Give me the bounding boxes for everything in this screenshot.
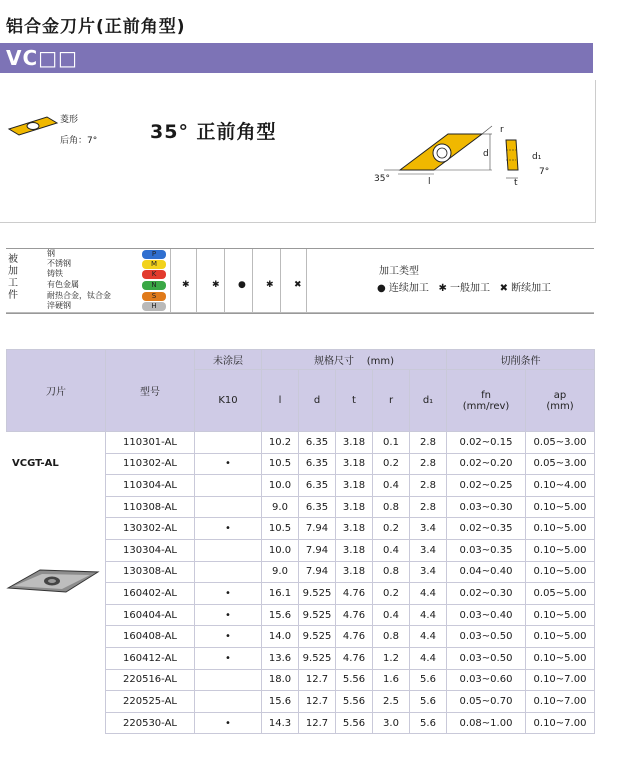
table-cell: 160412-AL [106,647,195,669]
table-cell: 0.03~0.50 [447,647,526,669]
series-band [0,43,593,73]
table-cell: 7.94 [299,539,336,561]
process-symbol: ✖ [294,280,302,290]
table-cell: 3.4 [410,539,447,561]
table-cell: 0.8 [373,626,410,648]
table-cell: 3.18 [336,518,373,540]
table-cell: 0.10~4.00 [526,475,595,497]
material-code-badge: M [142,260,166,269]
table-cell: 12.7 [299,691,336,713]
table-cell: 0.8 [373,496,410,518]
table-cell: 2.5 [373,691,410,713]
table-cell: 0.05~3.00 [526,432,595,454]
table-cell: 3.4 [410,518,447,540]
table-cell: 2.8 [410,475,447,497]
table-cell: 15.6 [262,604,299,626]
table-cell: 15.6 [262,691,299,713]
table-cell: 2.8 [410,496,447,518]
table-cell: 10.5 [262,453,299,475]
table-cell [195,669,262,691]
grid-line [170,249,171,312]
table-cell: 0.02~0.25 [447,475,526,497]
table-cell: 0.02~0.35 [447,518,526,540]
table-cell: 0.10~5.00 [526,626,595,648]
material-code-badge: S [142,292,166,301]
table-row [7,432,595,454]
table-cell: 0.05~5.00 [526,583,595,605]
table-cell: 13.6 [262,647,299,669]
table-cell: 0.4 [373,475,410,497]
table-cell: 10.0 [262,539,299,561]
table-cell [195,496,262,518]
col-uncoated: 未涂层 [195,350,262,370]
table-cell: • [195,712,262,734]
table-cell: 9.0 [262,561,299,583]
table-cell: 0.4 [373,539,410,561]
col-ap: ap (mm) [526,370,595,432]
dim-angle: 35° [374,174,390,184]
table-cell: 0.10~7.00 [526,669,595,691]
table-cell: 14.0 [262,626,299,648]
table-cell: 16.1 [262,583,299,605]
clearance-angle: 后角：7° [60,136,98,146]
dim-d: d [483,149,489,159]
shape-name: 菱形 [60,115,79,125]
table-cell: 4.76 [336,604,373,626]
material-code-badge: P [142,250,166,259]
table-cell: 160408-AL [106,626,195,648]
table-cell: 130302-AL [106,518,195,540]
table-cell: 5.56 [336,712,373,734]
table-cell: 6.35 [299,453,336,475]
table-cell: 0.4 [373,604,410,626]
table-cell: 160404-AL [106,604,195,626]
table-cell: 0.04~0.40 [447,561,526,583]
material-row: 耐热合金，钛合金 [47,291,111,300]
insert-label: VCGT-AL [12,458,59,469]
table-cell [195,691,262,713]
table-cell: 0.2 [373,518,410,540]
table-cell: 4.4 [410,626,447,648]
table-cell: 0.10~7.00 [526,712,595,734]
table-cell: 220530-AL [106,712,195,734]
table-cell: 0.8 [373,561,410,583]
material-row: 不锈钢 [47,259,71,268]
table-cell: 0.10~5.00 [526,561,595,583]
table-cell: 0.10~5.00 [526,496,595,518]
table-cell: 3.18 [336,453,373,475]
process-symbol: ✱ [266,280,274,290]
col-d: d [299,370,336,432]
page-title: 铝合金刀片(正前角型) [6,17,186,37]
table-cell: 9.525 [299,604,336,626]
table-cell: • [195,626,262,648]
table-cell: 7.94 [299,561,336,583]
table-cell: 130304-AL [106,539,195,561]
table-cell: 160402-AL [106,583,195,605]
table-cell: 0.03~0.60 [447,669,526,691]
grid-line [224,249,225,312]
table-cell: 18.0 [262,669,299,691]
table-cell: 4.4 [410,647,447,669]
table-cell: 0.03~0.35 [447,539,526,561]
table-cell: 3.18 [336,496,373,518]
table-cell: 6.35 [299,475,336,497]
table-cell: 0.05~3.00 [526,453,595,475]
table-cell: 0.1 [373,432,410,454]
table-cell: • [195,604,262,626]
process-legend: ● 连续加工 ✱ 一般加工 ✖ 断续加工 [377,283,552,294]
table-cell: 4.76 [336,626,373,648]
table-cell: 110301-AL [106,432,195,454]
material-code-badge: N [142,281,166,290]
table-cell: 4.4 [410,583,447,605]
material-row: 有色金属 [47,280,79,289]
table-cell: 9.525 [299,647,336,669]
table-cell: 0.05~0.70 [447,691,526,713]
table-cell: 220516-AL [106,669,195,691]
table-cell: 0.02~0.20 [447,453,526,475]
table-cell: 2.8 [410,432,447,454]
table-cell: 0.2 [373,583,410,605]
process-type-header: 加工类型 [379,266,419,277]
table-cell: 3.18 [336,475,373,497]
col-fn: fn (mm/rev) [447,370,526,432]
table-cell: 7.94 [299,518,336,540]
col-l: l [262,370,299,432]
dim-seven: 7° [539,167,550,177]
table-cell: 5.6 [410,669,447,691]
table-cell: 0.08~1.00 [447,712,526,734]
divider [6,312,594,313]
table-cell [195,475,262,497]
col-r: r [373,370,410,432]
table-cell: 0.03~0.30 [447,496,526,518]
dim-r: r [500,125,504,135]
table-cell: 110302-AL [106,453,195,475]
table-cell: 6.35 [299,496,336,518]
table-cell [195,432,262,454]
grid-line [306,249,307,312]
table-cell: 14.3 [262,712,299,734]
workpiece-label: 被 加 工 件 [8,254,18,301]
material-row: 钢 [47,249,55,258]
table-cell: 0.02~0.15 [447,432,526,454]
process-symbol: ● [238,280,246,290]
table-cell: 9.0 [262,496,299,518]
rhombus-shape-icon [7,115,59,137]
col-d1: d₁ [410,370,447,432]
col-t: t [336,370,373,432]
table-cell: 3.18 [336,432,373,454]
dim-t: t [514,178,518,188]
table-cell: 12.7 [299,712,336,734]
col-cutting: 切削条件 [447,350,595,370]
table-cell: 10.5 [262,518,299,540]
material-code-badge: K [142,270,166,279]
table-cell: 3.18 [336,539,373,561]
table-cell: 1.2 [373,647,410,669]
table-cell: 110304-AL [106,475,195,497]
table-cell: 6.35 [299,432,336,454]
col-insert: 刀片 [7,350,106,432]
table-cell: 0.10~5.00 [526,539,595,561]
table-cell: • [195,583,262,605]
dim-d1: d₁ [532,152,542,162]
table-cell: • [195,518,262,540]
material-code-badge: H [142,302,166,311]
process-symbol: ✱ [182,280,190,290]
table-cell: 110308-AL [106,496,195,518]
table-cell: 130308-AL [106,561,195,583]
table-cell: 10.0 [262,475,299,497]
table-cell: 0.10~5.00 [526,518,595,540]
series-band-text: VC□□ [6,46,78,70]
table-cell: 0.03~0.50 [447,626,526,648]
table-cell: • [195,647,262,669]
insert-dimension-diagram [370,122,550,192]
col-spec: 规格尺寸 (mm) [262,350,447,370]
grid-line [252,249,253,312]
table-cell [195,561,262,583]
process-symbol: ✱ [212,280,220,290]
table-cell: 5.6 [410,712,447,734]
table-cell: 3.4 [410,561,447,583]
material-row: 淬硬钢 [47,301,71,310]
table-cell: 12.7 [299,669,336,691]
table-cell: 4.4 [410,604,447,626]
table-cell: 2.8 [410,453,447,475]
table-cell: 0.10~7.00 [526,691,595,713]
table-cell: 0.10~5.00 [526,604,595,626]
table-cell: 4.76 [336,647,373,669]
table-cell: 9.525 [299,583,336,605]
table-cell [195,539,262,561]
table-cell: 0.03~0.40 [447,604,526,626]
table-cell: 0.10~5.00 [526,647,595,669]
table-cell: 5.6 [410,691,447,713]
table-cell: 0.2 [373,453,410,475]
grid-line [280,249,281,312]
table-cell: 5.56 [336,691,373,713]
headline: 35° 正前角型 [150,121,277,143]
table-cell: 3.18 [336,561,373,583]
table-cell: 4.76 [336,583,373,605]
table-cell: 1.6 [373,669,410,691]
table-cell: 3.0 [373,712,410,734]
table-cell: 9.525 [299,626,336,648]
table-cell: 220525-AL [106,691,195,713]
col-k10: K10 [195,370,262,432]
table-cell: 0.02~0.30 [447,583,526,605]
spec-table [6,349,595,734]
table-cell: 5.56 [336,669,373,691]
material-row: 铸铁 [47,269,63,278]
table-cell: 10.2 [262,432,299,454]
dim-l: l [428,177,431,187]
col-model: 型号 [106,350,195,432]
insert-photo-icon [6,566,100,596]
table-cell: • [195,453,262,475]
grid-line [196,249,197,312]
